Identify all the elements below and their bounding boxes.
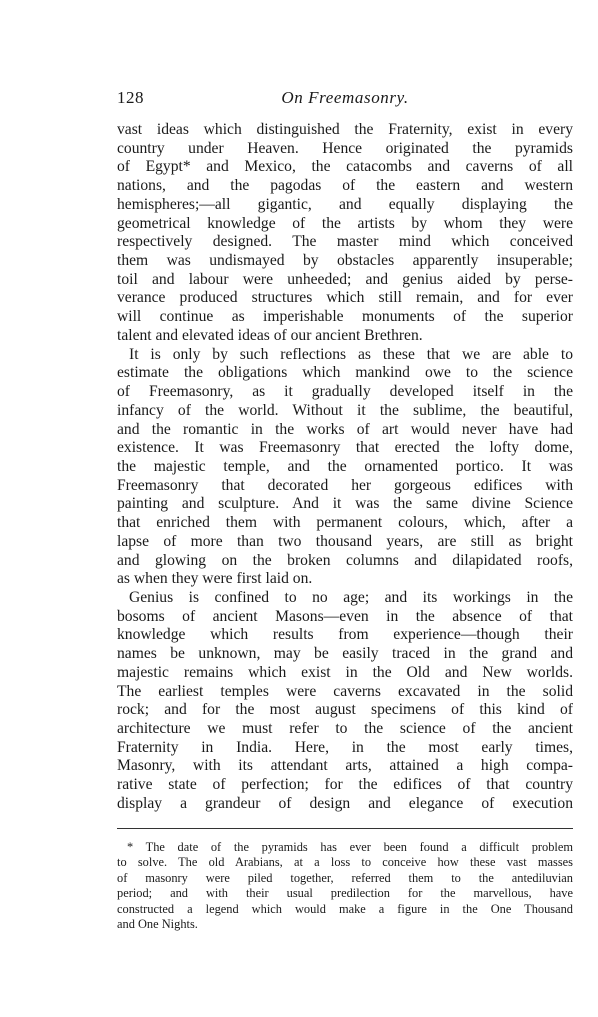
body-line: knowledge which results from experience—though their <box>117 626 573 644</box>
body-line: toil and labour were unheeded; and genius aided by perse- <box>117 270 573 288</box>
body-line: country under Heaven. Hence originated the pyramids <box>117 139 573 157</box>
footnote-line: period; and with their usual predilection for the marvellous, have <box>117 886 573 901</box>
body-line: nations, and the pagodas of the eastern and western <box>117 177 573 195</box>
body-line: painting and sculpture. And it was the same divine Science <box>117 495 573 513</box>
body-line: vast ideas which distinguished the Fraternity, exist in every <box>117 121 573 138</box>
body-line: respectively designed. The master mind which conceived <box>117 233 573 251</box>
footnote-line: constructed a legend which would make a figure in the One Thousand <box>117 901 573 916</box>
footnote-line: * The date of the pyramids has ever been found a difficult problem <box>127 840 573 854</box>
body-line: names be unknown, may be easily traced in the grand and <box>117 645 573 663</box>
body-line: and glowing on the broken columns and dilapidated roofs, <box>117 551 573 569</box>
body-line: as when they were first laid on. <box>117 570 313 588</box>
body-line: The earliest temples were caverns excavated in the solid <box>117 682 573 700</box>
body-line: that enriched them with permanent colours, which, after a <box>117 514 573 532</box>
body-line: estimate the obligations which mankind owe to the science <box>117 364 573 382</box>
body-line: architecture we must refer to the science of the ancient <box>117 720 573 737</box>
body-line: hemispheres;—all gigantic, and equally displaying the <box>117 195 573 213</box>
footnote-line: and One Nights. <box>117 916 198 931</box>
body-line: verance produced structures which still remain, and for ever <box>117 289 573 307</box>
body-line: It is only by such reflections as these that we are able to <box>129 345 573 363</box>
body-line: the majestic temple, and the ornamented portico. It was <box>117 457 573 475</box>
body-line: Genius is confined to no age; and its workings in the <box>129 588 573 606</box>
body-line: majestic remains which exist in the Old and New worlds. <box>117 663 573 681</box>
body-line: of Freemasonry, as it gradually developed itself in the <box>117 383 573 401</box>
body-line: geometrical knowledge of the artists by whom they were <box>117 214 573 232</box>
body-line: infancy of the world. Without it the sublime, the beautiful, <box>117 401 573 419</box>
body-line: of Egypt* and Mexico, the catacombs and caverns of all <box>117 158 573 176</box>
body-text <box>117 121 573 814</box>
body-line: Freemasonry that decorated her gorgeous edifices with <box>117 476 573 494</box>
body-line: Masonry, with its attendant arts, attained a high compa- <box>117 757 573 775</box>
footnote <box>117 840 573 932</box>
footnote-rule <box>117 828 573 829</box>
body-line: will continue as imperishable monuments of the superior <box>117 308 573 326</box>
footnote-line: to solve. The old Arabians, at a loss to conceive how these vast masses <box>117 855 573 870</box>
running-head <box>117 88 573 112</box>
body-line: bosoms of ancient Masons—even in the absence of that <box>117 607 573 625</box>
page-number: 128 <box>117 88 144 107</box>
body-line: lapse of more than two thousand years, are still as bright <box>117 532 573 550</box>
body-line: display a grandeur of design and elegance of execution <box>117 794 573 812</box>
body-line: them was undismayed by obstacles apparently insuperable; <box>117 252 573 270</box>
body-line: and the romantic in the works of art would never have had <box>117 420 573 438</box>
body-line: talent and elevated ideas of our ancient Brethren. <box>117 326 423 344</box>
running-title: On Freemasonry. <box>281 88 409 107</box>
body-line: rock; and for the most august specimens of this kind of <box>117 701 573 719</box>
body-line: Fraternity in India. Here, in the most early times, <box>117 738 573 756</box>
footnote-line: of masonry were piled together, referred them to the antediluvian <box>117 870 573 885</box>
body-line: rative state of perfection; for the edifices of that country <box>117 776 573 794</box>
body-line: existence. It was Freemasonry that erected the lofty dome, <box>117 439 573 457</box>
